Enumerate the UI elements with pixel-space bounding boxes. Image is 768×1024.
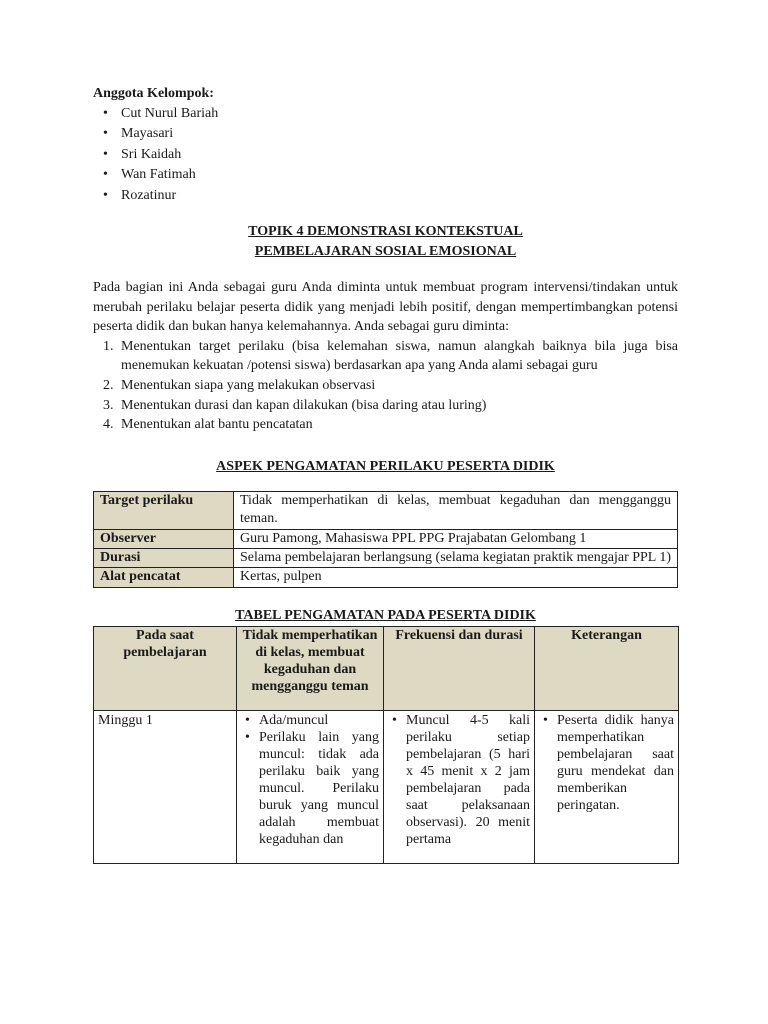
topic-title-line1: TOPIK 4 DEMONSTRASI KONTEKSTUAL	[248, 224, 523, 240]
member-item: • Sri Kaidah	[121, 145, 678, 165]
behavior-cell	[237, 710, 384, 863]
member-item: • Mayasari	[121, 124, 678, 144]
aspek-value: Tidak memperhatikan di kelas, membuat kegaduhan dan mengganggu teman.	[234, 491, 678, 529]
members-title: Anggota Kelompok:	[93, 86, 214, 101]
step-number: 2.	[103, 378, 114, 393]
step-item	[103, 415, 678, 435]
step-text: Menentukan alat bantu pencatatan	[121, 417, 313, 433]
behavior-item: • Perilaku lain yang muncul: tidak ada perilaku baik yang muncul. Perilaku buruk yang muncul adalah membuat kegaduhan dan	[259, 729, 379, 848]
table-row	[94, 491, 678, 529]
column-header: Frekuensi dan durasi	[384, 626, 535, 710]
aspek-label: Observer	[94, 529, 234, 548]
table-row	[94, 568, 678, 587]
step-text: Menentukan durasi dan kapan dilakukan (bisa daring atau luring)	[121, 397, 487, 413]
frequency-item: • Muncul 4-5 kali perilaku setiap pembelajaran (5 hari x 45 menit x 2 jam pembelajaran pada saat pelaksanaan observasi). 20 menit pertama	[406, 712, 530, 848]
column-header: Pada saat pembelajaran	[94, 626, 237, 710]
period-cell	[94, 710, 237, 863]
frequency-cell	[384, 710, 535, 863]
table-row	[94, 549, 678, 568]
step-item	[103, 396, 678, 416]
table-row	[94, 529, 678, 548]
aspek-label: Target perilaku	[94, 491, 234, 529]
document-page	[93, 84, 678, 864]
aspek-label: Alat pencatat	[94, 568, 234, 587]
aspek-table	[93, 491, 678, 588]
step-number: 4.	[103, 417, 114, 433]
step-number: 1.	[103, 338, 114, 354]
member-item: • Rozatinur	[121, 186, 678, 206]
step-number: 3.	[103, 397, 114, 413]
period-text: Minggu 1	[98, 712, 153, 728]
aspek-title: ASPEK PENGAMATAN PERILAKU PESERTA DIDIK	[216, 458, 555, 474]
behavior-item: • Ada/muncul	[259, 712, 379, 729]
table-row	[94, 710, 679, 863]
aspek-label: Durasi	[94, 549, 234, 568]
note-cell	[535, 710, 679, 863]
step-text: Menentukan siapa yang melakukan observasi	[121, 378, 376, 393]
member-item: • Wan Fatimah	[121, 165, 678, 185]
step-item	[103, 376, 678, 396]
members-list	[93, 104, 678, 206]
aspek-value: Guru Pamong, Mahasiswa PPL PPG Prajabatan Gelombang 1	[234, 529, 678, 548]
aspek-value: Kertas, pulpen	[234, 568, 678, 587]
topic-title-line2: PEMBELAJARAN SOSIAL EMOSIONAL	[254, 244, 517, 260]
step-text: Menentukan target perilaku (bisa kelemahan siswa, namun alangkah baiknya bila juga bisa menemukan kekuatan /potensi siswa) berdasarkan apa yang Anda alami sebagai guru	[121, 338, 678, 374]
column-header: Tidak memperhatikan di kelas, membuat kegaduhan dan mengganggu teman	[237, 626, 384, 710]
note-item: • Peserta didik hanya memperhatikan pembelajaran saat guru mendekat dan memberikan peringatan.	[557, 712, 674, 814]
column-header: Keterangan	[535, 626, 679, 710]
observation-table	[93, 626, 679, 864]
step-item	[103, 337, 678, 376]
steps-list	[93, 337, 678, 435]
observation-table-title: TABEL PENGAMATAN PADA PESERTA DIDIK	[235, 607, 536, 623]
intro-paragraph: Pada bagian ini Anda sebagai guru Anda diminta untuk membuat program intervensi/tindakan untuk merubah perilaku belajar peserta didik yang menjadi lebih positif, dengan mempertimbangkan potensi peserta didik dan bukan hanya kelemahannya. Anda sebagai guru diminta:	[93, 280, 678, 335]
member-item: • Cut Nurul Bariah	[121, 104, 678, 124]
aspek-value: Selama pembelajaran berlangsung (selama kegiatan praktik mengajar PPL 1)	[234, 549, 678, 568]
table-header-row	[94, 626, 679, 710]
